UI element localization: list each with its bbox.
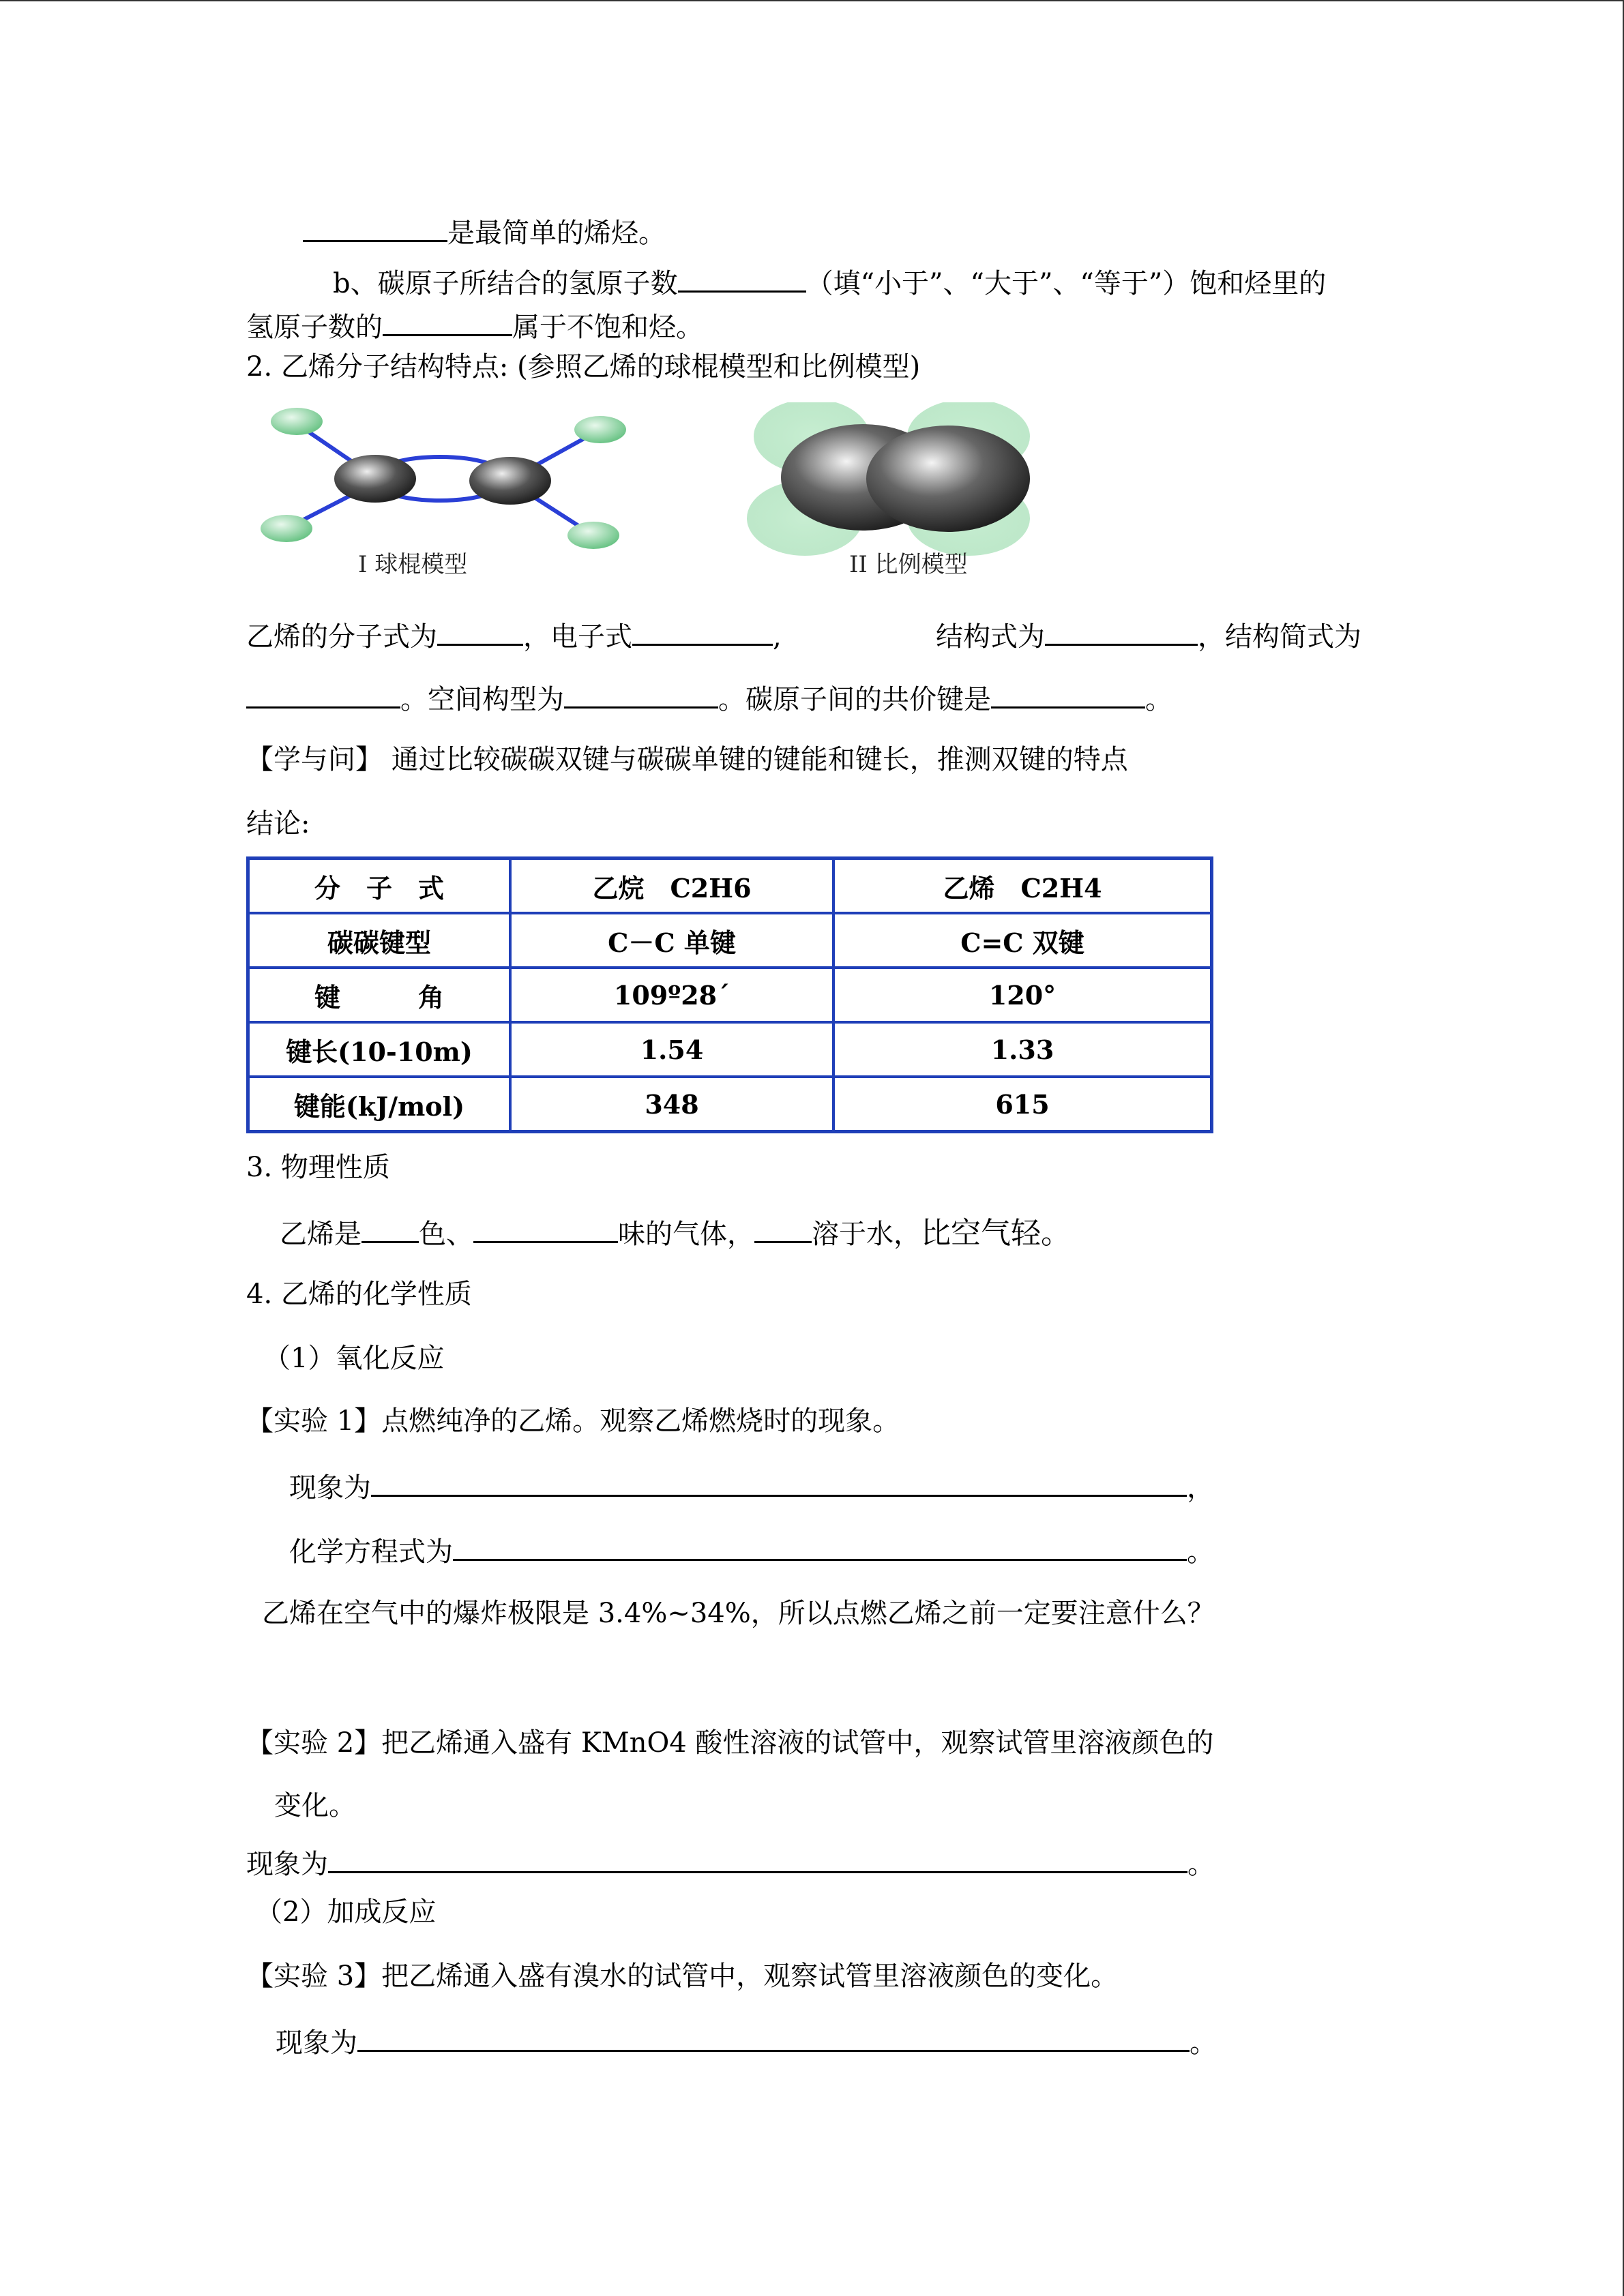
answer-blank[interactable]: [1045, 616, 1198, 646]
line-phenomenon-1: 现象为 ，: [289, 1467, 1214, 1506]
table-cell: 1.33: [833, 1022, 1212, 1077]
answer-blank[interactable]: [246, 679, 400, 709]
answer-blank[interactable]: [991, 679, 1145, 709]
answer-blank[interactable]: [383, 307, 512, 336]
table-row: [248, 1022, 1212, 1077]
line-molecular-formula: 乙烯的分子式为 ，电子式 ,: [246, 616, 782, 655]
table-cell: 乙烷 C2H6: [510, 859, 833, 914]
explosion-limit-question: 乙烯在空气中的爆炸极限是 3.4%~34%，所以点燃乙烯之前一定要注意什么？: [262, 1598, 1215, 1629]
answer-blank[interactable]: [754, 1214, 812, 1243]
line-simplest-alkene: 是最简单的烯烃。: [303, 213, 666, 251]
table-row: [248, 913, 1212, 968]
line-phenomenon-2: 现象为 。: [246, 1844, 1215, 1882]
space-filling-model-label: II 比例模型: [849, 551, 968, 578]
table-cell: 键长(10-10m): [248, 1022, 511, 1077]
line-unsaturated: 氢原子数的 属于不饱和烃。: [246, 307, 703, 345]
molecule-models: [252, 402, 1105, 586]
table-cell: 乙烯 C2H4: [833, 859, 1212, 914]
ball-stick-model-label: I 球棍模型: [358, 551, 468, 578]
study-question: 【学与问】 通过比较碳碳双键与碳碳单键的键能和键长，推测双键的特点: [246, 744, 1128, 775]
table-row: [248, 859, 1212, 914]
experiment-3: 【实验 3】把乙烯通入盛有溴水的试管中，观察试管里溶液颜色的变化。: [246, 1960, 1119, 1992]
bond-comparison-table: [246, 856, 1213, 1133]
table-cell: 615: [833, 1077, 1212, 1132]
section-2-title: 2. 乙烯分子结构特点: (参照乙烯的球棍模型和比例模型): [246, 351, 921, 383]
answer-blank[interactable]: [303, 213, 447, 242]
line-physical-properties: 乙烯是 色、 味的气体， 溶于水，比空气轻。: [280, 1214, 1071, 1252]
experiment-2: 【实验 2】把乙烯通入盛有 KMnO4 酸性溶液的试管中，观察试管里溶液颜色的: [246, 1727, 1214, 1759]
subsection-oxidation: （1）氧化反应: [263, 1343, 445, 1374]
answer-blank[interactable]: [371, 1467, 1187, 1497]
experiment-1: 【实验 1】点燃纯净的乙烯。观察乙烯燃烧时的现象。: [246, 1405, 900, 1437]
answer-blank[interactable]: [453, 1532, 1187, 1561]
ball-stick-bonds: [286, 421, 600, 535]
line-spatial-structure: 。空间构型为 。碳原子间的共价键是 。: [246, 679, 1172, 717]
line-structural-formula: 结构式为 ，结构简式为: [936, 616, 1361, 655]
table-cell: 1.54: [510, 1022, 833, 1077]
table-cell: 109º28ˊ: [510, 968, 833, 1022]
answer-blank[interactable]: [361, 1214, 419, 1243]
subsection-addition: （2）加成反应: [255, 1896, 437, 1928]
section-4-title: 4. 乙烯的化学性质: [246, 1279, 472, 1310]
line-hydrogen-count: b、碳原子所结合的氢原子数 （填“小于”、“大于”、“等于”）饱和烃里的: [333, 263, 1326, 301]
table-cell: 键能(kJ/mol): [248, 1077, 511, 1132]
answer-blank[interactable]: [678, 263, 806, 293]
answer-blank[interactable]: [328, 1844, 1187, 1873]
conclusion-label: 结论:: [246, 808, 310, 839]
table-cell: C－C 单键: [510, 913, 833, 968]
answer-blank[interactable]: [564, 679, 718, 709]
table-cell: 348: [510, 1077, 833, 1132]
section-3-title: 3. 物理性质: [246, 1152, 390, 1183]
table-row: [248, 1077, 1212, 1132]
table-cell: 120°: [833, 968, 1212, 1022]
answer-blank[interactable]: [473, 1214, 618, 1243]
answer-blank[interactable]: [437, 616, 523, 646]
line-phenomenon-3: 现象为 。: [276, 2023, 1217, 2061]
table-cell: 碳碳键型: [248, 913, 511, 968]
experiment-2-continued: 变化。: [274, 1790, 356, 1821]
table-cell: C=C 双键: [833, 913, 1212, 968]
table-cell: 分 子 式: [248, 859, 511, 914]
table-cell: 键 角: [248, 968, 511, 1022]
line-equation: 化学方程式为 。: [289, 1532, 1214, 1570]
answer-blank[interactable]: [632, 616, 773, 646]
table-row: [248, 968, 1212, 1022]
answer-blank[interactable]: [357, 2023, 1190, 2052]
